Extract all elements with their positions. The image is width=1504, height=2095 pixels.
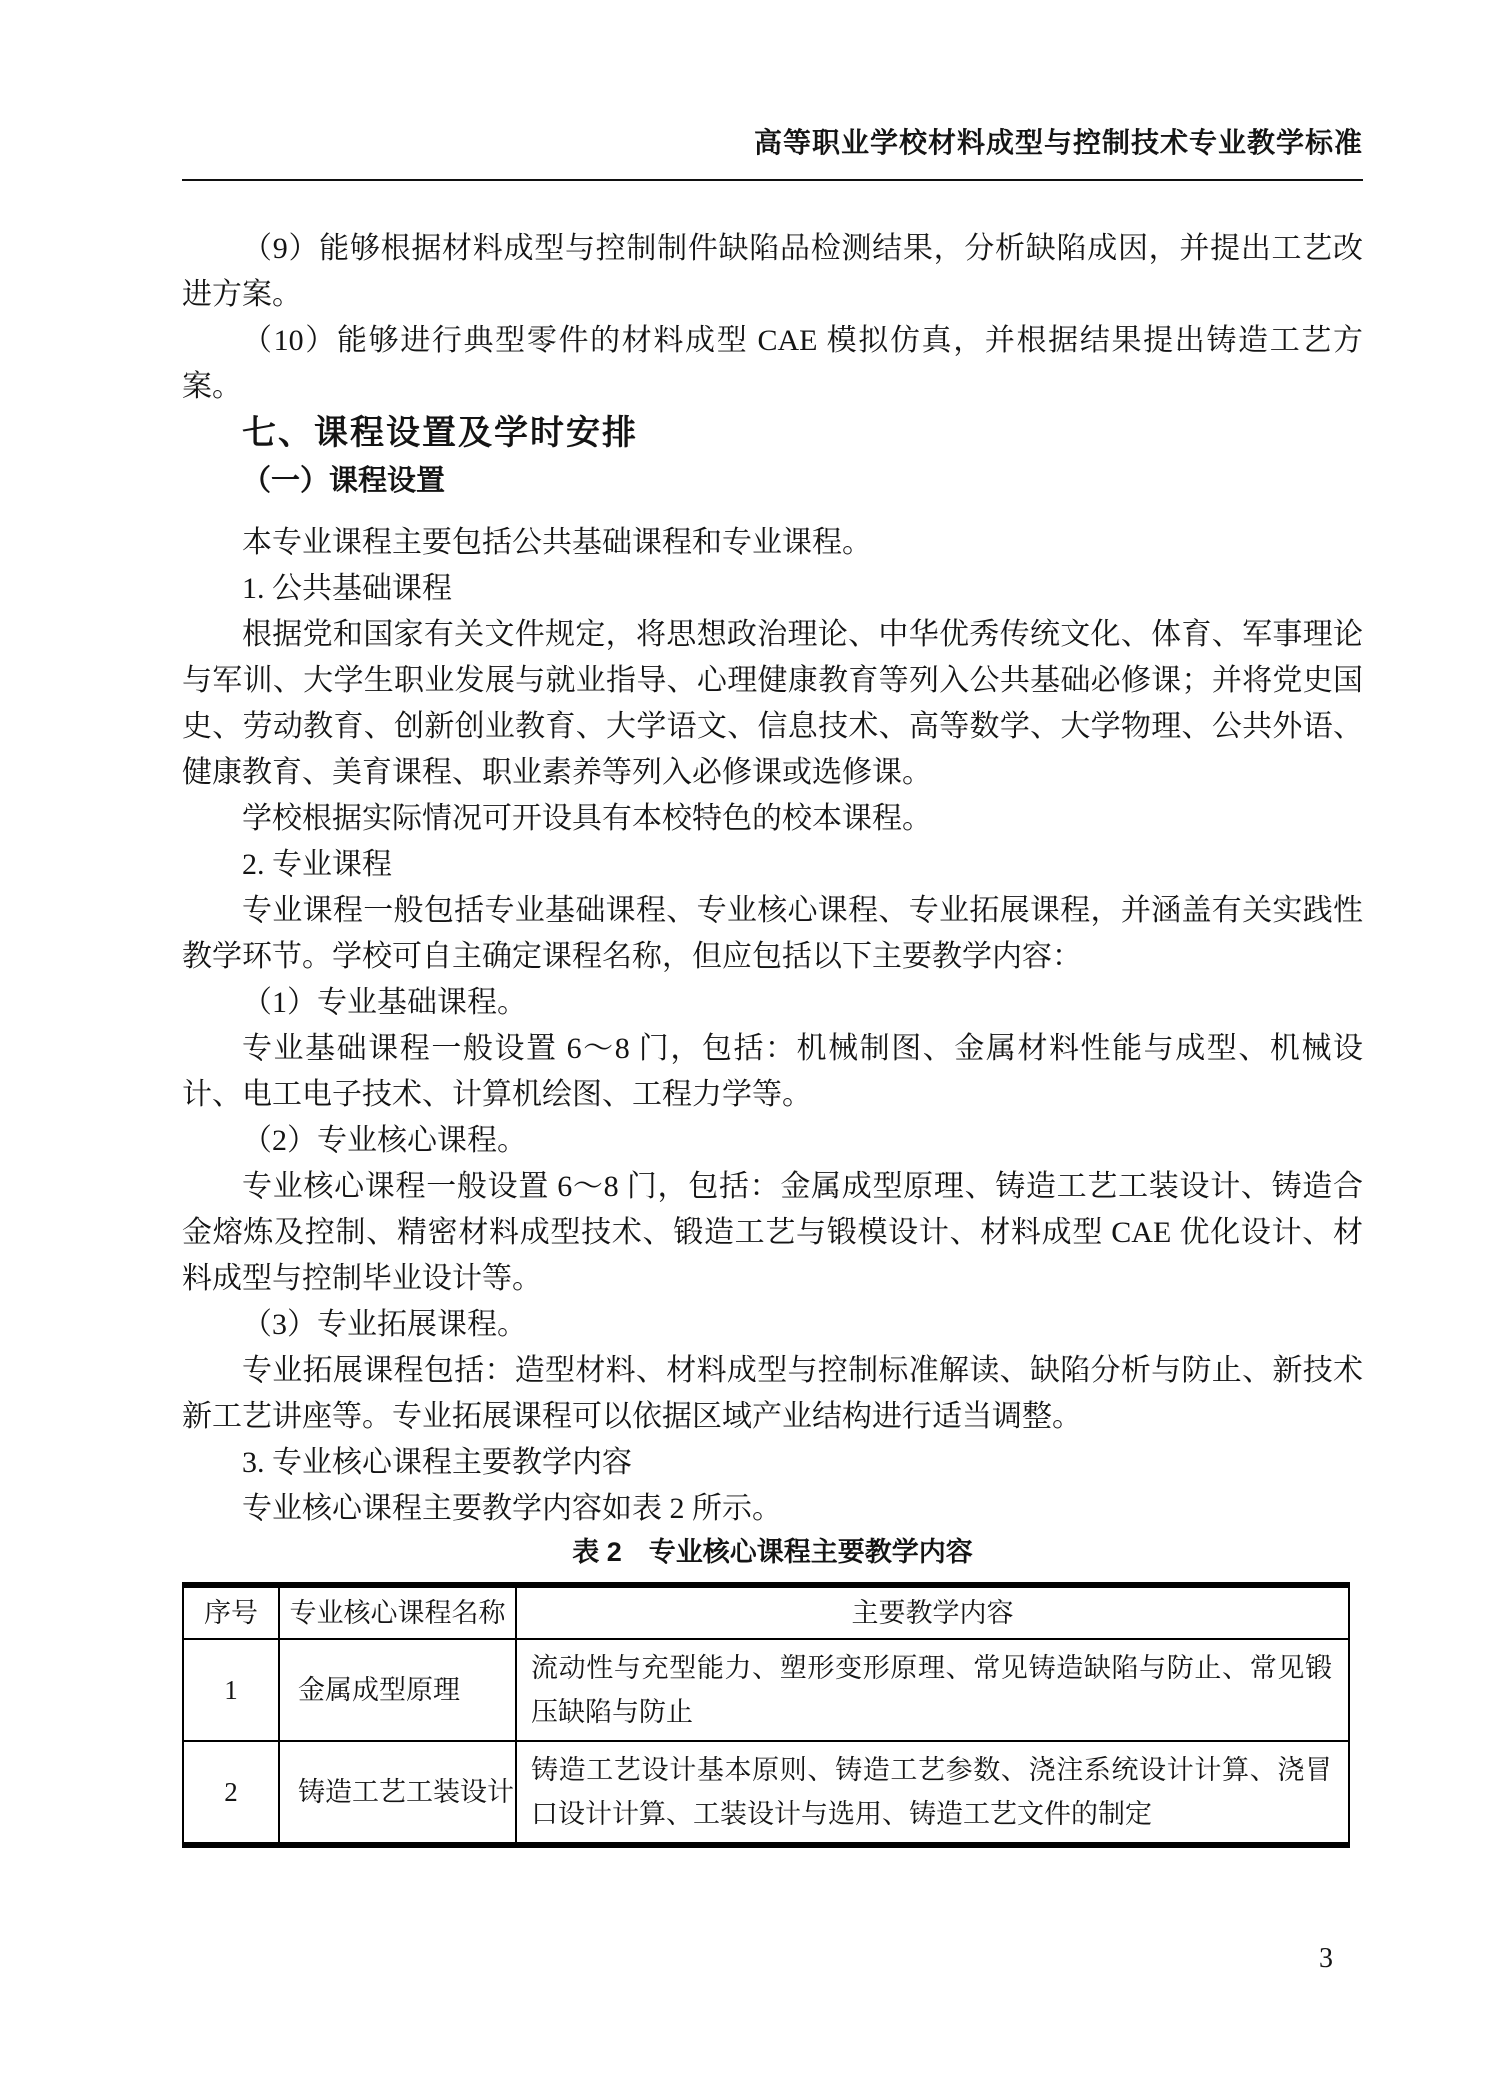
paragraph: 专业核心课程主要教学内容如表 2 所示。 bbox=[242, 1492, 782, 1525]
sub-item-heading: （3）专业拓展课程。 bbox=[242, 1308, 527, 1341]
core-courses-table bbox=[182, 1582, 1350, 1848]
sub-item-heading: （2）专业核心课程。 bbox=[242, 1124, 527, 1157]
cell-course-content: 铸造工艺设计基本原则、铸造工艺参数、浇注系统设计计算、浇冒口设计计算、工装设计与选用、铸造工艺文件的制定 bbox=[516, 1741, 1349, 1845]
table-caption: 表 2 专业核心课程主要教学内容 bbox=[572, 1537, 973, 1567]
table-row bbox=[183, 1639, 1349, 1741]
running-header: 高等职业学校材料成型与控制技术专业教学标准 bbox=[753, 127, 1363, 158]
subsection-title: （一）课程设置 bbox=[242, 465, 446, 497]
list-item-heading: 2. 专业课程 bbox=[242, 848, 392, 881]
cell-course-name: 铸造工艺工装设计 bbox=[279, 1741, 516, 1845]
list-item-heading: 3. 专业核心课程主要教学内容 bbox=[242, 1446, 632, 1479]
document-body bbox=[182, 226, 1363, 1848]
column-header-no: 序号 bbox=[183, 1585, 279, 1639]
cell-course-content: 流动性与充型能力、塑形变形原理、常见铸造缺陷与防止、常见锻压缺陷与防止 bbox=[516, 1639, 1349, 1741]
section-title: 七、课程设置及学时安排 bbox=[242, 415, 638, 452]
paragraph: 根据党和国家有关文件规定，将思想政治理论、中华优秀传统文化、体育、军事理论与军训、大学生职业发展与就业指导、心理健康教育等列入公共基础必修课；并将党史国史、劳动教育、创新创业教育、大学语文、信息技术、高等数学、大学物理、公共外语、健康教育、美育课程、职业素养等列入必修课或选修课。 bbox=[182, 618, 1363, 789]
table-header-row bbox=[183, 1585, 1349, 1639]
page-number: 3 bbox=[1319, 1943, 1333, 1974]
paragraph: 专业拓展课程包括：造型材料、材料成型与控制标准解读、缺陷分析与防止、新技术新工艺讲座等。专业拓展课程可以依据区域产业结构进行适当调整。 bbox=[182, 1354, 1363, 1433]
column-header-name: 专业核心课程名称 bbox=[279, 1585, 516, 1639]
paragraph: 学校根据实际情况可开设具有本校特色的校本课程。 bbox=[242, 802, 932, 835]
cell-row-number: 2 bbox=[183, 1741, 279, 1845]
paragraph: 本专业课程主要包括公共基础课程和专业课程。 bbox=[242, 526, 872, 559]
paragraph-item-10: （10）能够进行典型零件的材料成型 CAE 模拟仿真，并根据结果提出铸造工艺方案。 bbox=[182, 324, 1363, 403]
cell-course-name: 金属成型原理 bbox=[279, 1639, 516, 1741]
paragraph: 专业课程一般包括专业基础课程、专业核心课程、专业拓展课程，并涵盖有关实践性教学环节。学校可自主确定课程名称，但应包括以下主要教学内容： bbox=[182, 894, 1363, 973]
paragraph: 专业核心课程一般设置 6～8 门，包括：金属成型原理、铸造工艺工装设计、铸造合金熔炼及控制、精密材料成型技术、锻造工艺与锻模设计、材料成型 CAE 优化设计、材料成型与控制毕业设计等。 bbox=[182, 1170, 1363, 1295]
paragraph: 专业基础课程一般设置 6～8 门，包括：机械制图、金属材料性能与成型、机械设计、电工电子技术、计算机绘图、工程力学等。 bbox=[182, 1032, 1363, 1111]
header-rule bbox=[182, 179, 1363, 181]
sub-item-heading: （1）专业基础课程。 bbox=[242, 986, 527, 1019]
cell-row-number: 1 bbox=[183, 1639, 279, 1741]
paragraph-item-9: （9）能够根据材料成型与控制制件缺陷品检测结果，分析缺陷成因，并提出工艺改进方案。 bbox=[182, 232, 1363, 311]
table-row bbox=[183, 1741, 1349, 1845]
list-item-heading: 1. 公共基础课程 bbox=[242, 572, 452, 605]
column-header-content: 主要教学内容 bbox=[516, 1585, 1349, 1639]
